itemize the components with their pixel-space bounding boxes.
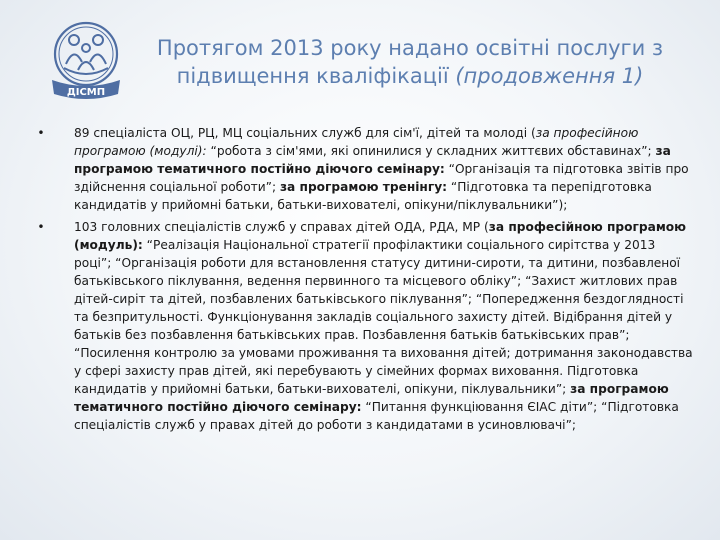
item-text: “Підготовка та перепідготовка кандидатів у прийомні батьки, батьки-вихователі, опікуни/піклувальники”); <box>74 180 652 212</box>
item-text: “робота з сім'ями, які опинилися у складних життєвих обставинах”; <box>206 144 656 158</box>
bullet: • <box>37 126 45 140</box>
bullet-list <box>34 124 694 438</box>
item-text: “Реалізація Національної стратегії профілактики соціального сирітства у 2013 році”; “Організація роботи для встановлення статусу дитини-сироти, та дитини, позбавленої батьківського піклування, ведення первинного та місцевого обліку”; “Захист житлових прав дітей-сиріт та дітей, позбавлених батьківського піклування”; “Попередження бездоглядності та безпритульності. Функціонування закладів соціального захисту дітей. Відібрання дітей у батьків без позбавлення батьківських прав. Позбавлення батьків батьківських прав”; “Посилення контролю за умовами проживання та виховання дітей; дотримання законодавства у сфері захисту прав дітей, які перебувають у сімейних формах виховання. Підготовка кандидатів у прийомні батьки, батьки-вихователі, опікуни, піклувальники”; <box>74 238 693 396</box>
family-emblem-icon <box>38 18 134 102</box>
item-seminar-program: за програмою тематичного постійно діючого семінару: <box>74 382 669 414</box>
list-item <box>34 124 694 214</box>
page-title <box>140 34 680 90</box>
list-item <box>34 218 694 434</box>
bullet: • <box>37 220 45 234</box>
logo-text: ДІСМП <box>66 87 106 98</box>
item-text: “Питання функціювання ЄІАС діти”; “Підготовка спеціалістів служб у правах дітей до роботи з кандидатами в усиновлювачі”; <box>74 400 679 432</box>
item-program-module: за професійною програмою (модуль): <box>74 220 687 252</box>
item-training-program: за програмою тренінгу: <box>279 180 448 194</box>
item-seminar-program: за програмою тематичного постійно діючого семінару: <box>74 144 671 176</box>
logo <box>38 18 134 102</box>
item-text: 103 головних спеціалістів служб у справах дітей ОДА, РДА, МР ( <box>74 220 489 234</box>
item-text: “Організація та підготовка звітів про здійснення соціальної роботи”; <box>74 162 689 194</box>
item-text: 89 спеціаліста ОЦ, РЦ, МЦ соціальних служб для сім'ї, дітей та молоді ( <box>74 126 536 140</box>
title-italic: (продовження 1) <box>455 64 644 88</box>
item-program-modules: за професійною програмою (модулі): <box>74 126 639 158</box>
title-main: Протягом 2013 року надано освітні послуги з підвищення кваліфікації <box>156 36 664 88</box>
